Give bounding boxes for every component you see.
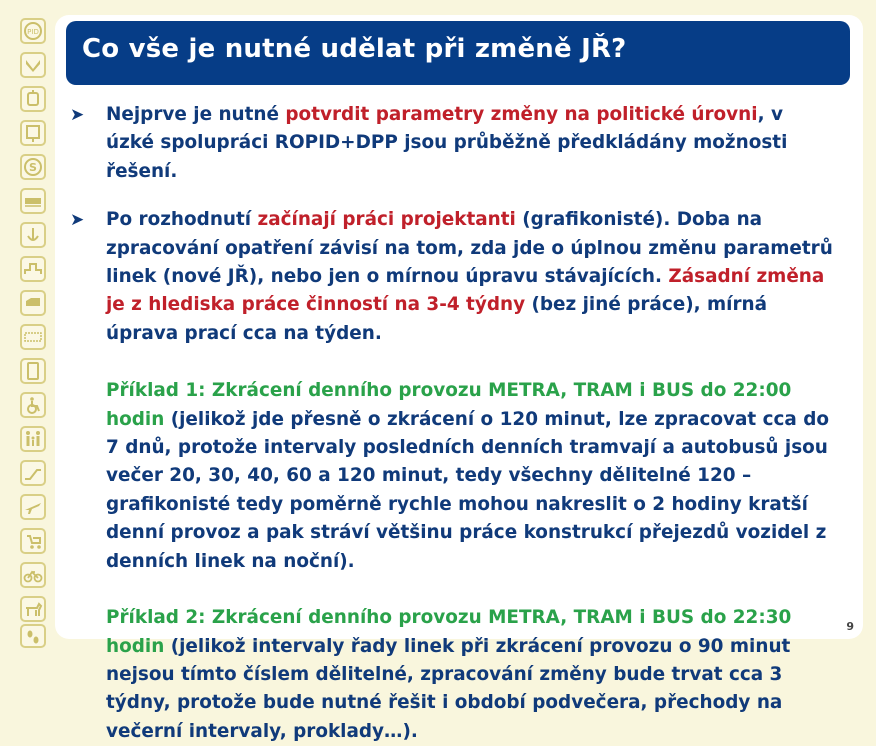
plane-icon	[20, 494, 46, 520]
pid-logo-icon	[20, 18, 46, 44]
example-body: (jelikož intervaly řady linek při zkrácení provozu o 90 minut nejsou tímto číslem dělitelné, zpracování změny bude trvat cca 3 týdny, protože bude nutné řešit i období podvečera, přechody na večerní intervaly, proklady…).	[106, 635, 791, 742]
example-body: (jelikož jde přesně o zkrácení o 120 minut, lze zpracovat cca do 7 dnů, protože intervaly posledních denních tramvají a autobusů jsou večer 20, 30, 40, 60 a 120 minut, tedy všechny dělitelné 120 – grafikonisté tedy poměrně rychle mohou nakreslit o 2 hodiny kratší denní provoz a pak stráví většinu práce konstrukcí přejezdů vozidel z denních linek na noční).	[106, 408, 829, 572]
page-number: 9	[846, 620, 854, 633]
bullet-1	[66, 101, 836, 186]
dog-icon	[20, 596, 46, 622]
title-bar	[66, 21, 850, 85]
footsteps-icon	[20, 624, 46, 648]
train-icon	[20, 188, 46, 214]
arrow-bullet-icon: ➤	[70, 210, 85, 231]
phone-icon	[20, 358, 46, 384]
example-heading: Příklad 1: Zkrácení denního provozu METRA, TRAM i BUS do 22:00 hodin	[106, 380, 792, 430]
metro-icon	[20, 52, 46, 78]
tram-icon	[20, 86, 46, 112]
svg-text:S: S	[29, 161, 37, 174]
escalator-icon	[20, 460, 46, 486]
sidebar-icon-strip	[0, 0, 52, 651]
ferry-icon	[20, 222, 46, 248]
slide-content	[66, 101, 836, 746]
wheelchair-icon	[20, 392, 46, 418]
svg-text:PID: PID	[27, 28, 39, 36]
bullet-2	[66, 206, 836, 348]
bus-icon	[20, 290, 46, 316]
slide-title: Co vše je nutné udělat při změně JŘ?	[82, 34, 627, 64]
bullet-text: (bez jiné práce), mírná úprava prací cca na týden.	[106, 294, 768, 344]
example-1	[66, 377, 836, 576]
bus-stop-icon	[20, 120, 46, 146]
highlight-red-text: potvrdit parametry změny na politické úrovni	[285, 104, 758, 125]
highlight-red-text: Zásadní změna je z hlediska práce činností na 3-4 týdny	[106, 266, 825, 316]
trolleybus-icon	[20, 256, 46, 282]
bullet-text: (grafikonisté). Doba na zpracování opatření závisí na tom, zda jde o úplnou změnu parametrů linek (nové JŘ), nebo jen o mírnou úpravu stávajících.	[106, 209, 833, 288]
bicycle-icon	[20, 562, 46, 588]
highlight-red-text: začínají práci projektanti	[257, 209, 516, 231]
lanovka-icon	[20, 154, 46, 180]
family-icon	[20, 426, 46, 452]
bullet-text: , v úzké spolupráci ROPID+DPP jsou průběžně předkládány možnosti řešení.	[106, 104, 788, 182]
stroller-icon	[20, 528, 46, 554]
bullet-text: Po rozhodnutí	[106, 209, 258, 231]
example-2	[66, 604, 836, 746]
arrow-bullet-icon: ➤	[70, 105, 85, 125]
example-heading: Příklad 2: Zkrácení denního provozu METRA, TRAM i BUS do 22:30 hodin	[106, 607, 792, 657]
bullet-text: Nejprve je nutné	[106, 104, 286, 125]
ticket-icon	[20, 324, 46, 350]
